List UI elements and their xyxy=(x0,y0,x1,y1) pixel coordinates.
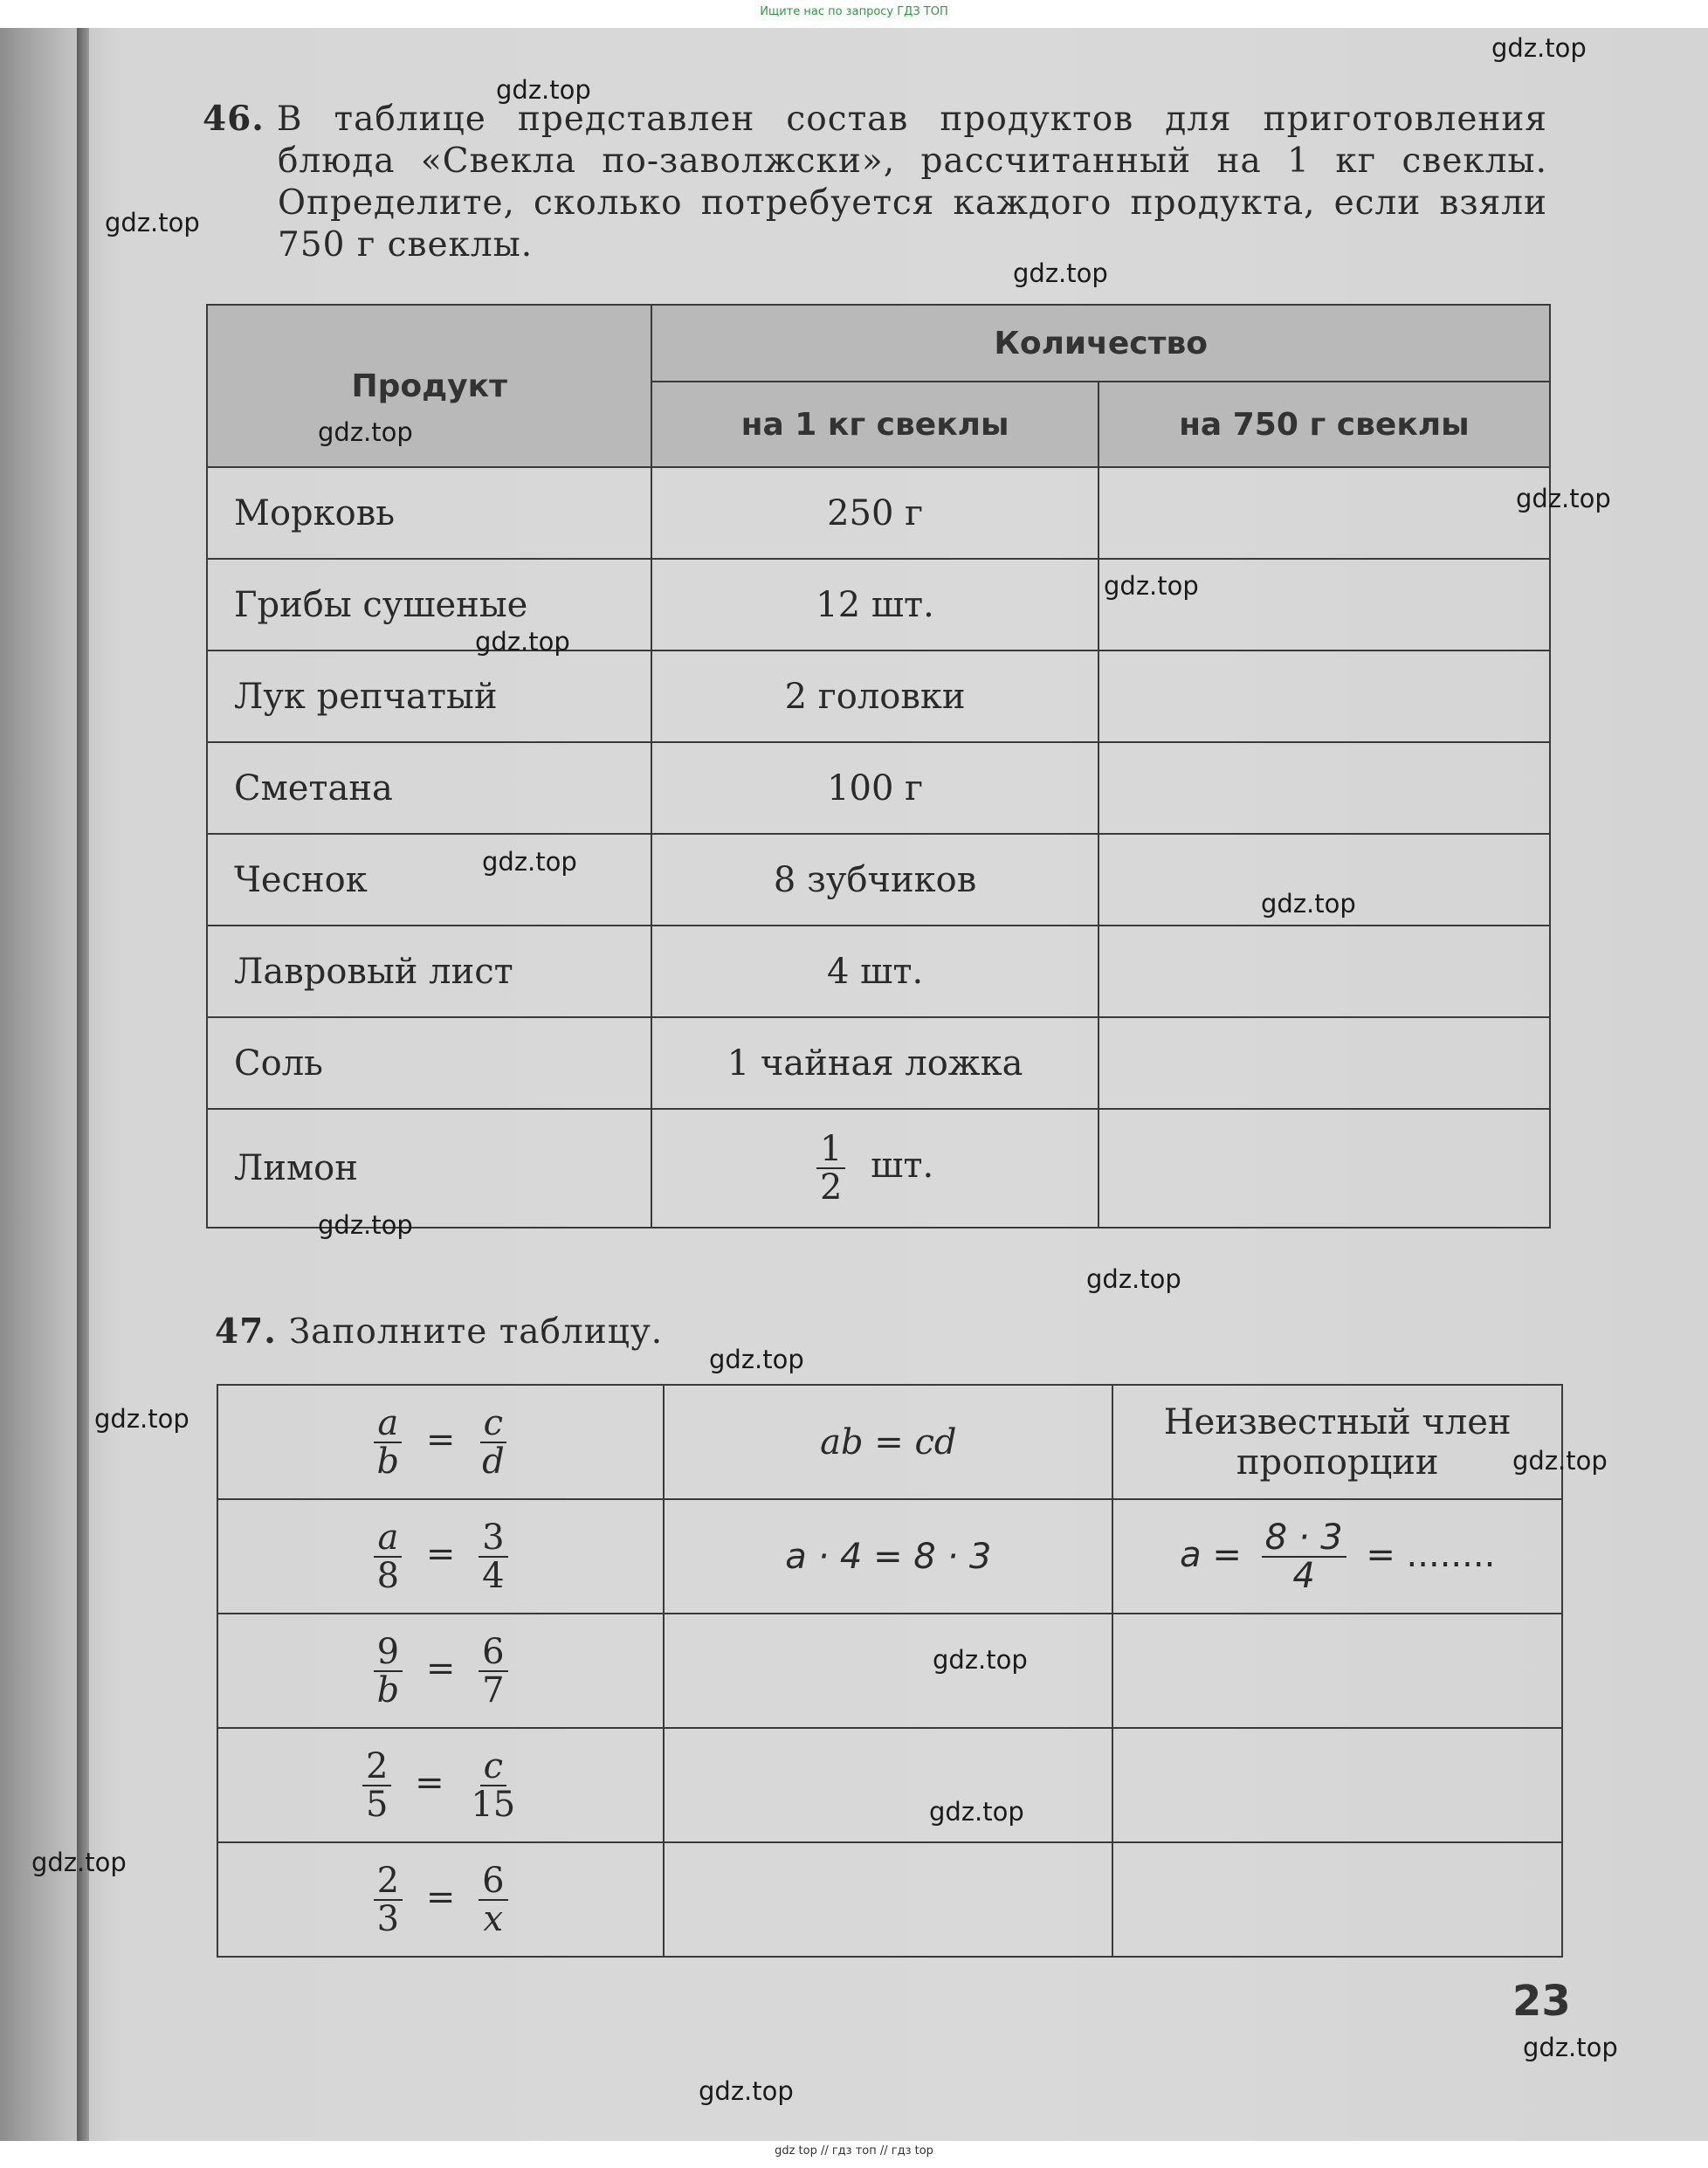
product-name: Сметана xyxy=(207,742,651,834)
product-name: Чеснок xyxy=(207,834,651,926)
watermark-text: gdz.top xyxy=(1516,484,1611,513)
proportion-table xyxy=(217,1384,1563,1958)
answer-cell[interactable] xyxy=(664,1728,1112,1842)
table-row xyxy=(217,1385,1562,1499)
task-47-number: 47. xyxy=(215,1311,277,1352)
product-formula: ab = cd xyxy=(664,1385,1112,1499)
watermark-text: gdz.top xyxy=(482,847,577,877)
example-product: a · 4 = 8 · 3 xyxy=(664,1499,1112,1614)
answer-cell[interactable] xyxy=(664,1614,1112,1728)
watermark-text: gdz.top xyxy=(699,2076,794,2106)
quantity-per-kg: 12 шт. xyxy=(651,559,1098,650)
answer-cell[interactable] xyxy=(1098,1109,1550,1228)
header-per-kg: на 1 кг свеклы xyxy=(651,382,1098,467)
watermark-text: gdz.top xyxy=(1013,258,1108,288)
proportion: $\frac{2}{3}$ = $\frac{6}{x}$ xyxy=(217,1842,664,1957)
table-row xyxy=(217,1728,1562,1842)
watermark-text: gdz.top xyxy=(1512,1446,1608,1476)
header-quantity: Количество xyxy=(651,305,1550,382)
watermark-text: gdz.top xyxy=(318,1210,413,1240)
watermark-text: gdz.top xyxy=(496,75,591,105)
fraction: $\frac{1}{2}$ xyxy=(816,1131,845,1206)
watermark-text: gdz.top xyxy=(94,1404,189,1434)
table-row xyxy=(207,926,1550,1017)
answer-cell[interactable] xyxy=(664,1842,1112,1957)
header-per-750: на 750 г свеклы xyxy=(1098,382,1550,467)
answer-cell[interactable] xyxy=(1112,1842,1562,1957)
watermark-text: gdz.top xyxy=(475,627,570,657)
example-unknown: a = $\frac{8 \cdot 3}{4}$ = ........ xyxy=(1112,1499,1562,1614)
table-row xyxy=(207,467,1550,559)
table-row xyxy=(207,650,1550,742)
product-name: Лимон xyxy=(207,1109,651,1228)
watermark-text: gdz.top xyxy=(1523,2033,1618,2062)
watermark-text: gdz.top xyxy=(105,208,200,237)
quantity-per-kg: $\frac{1}{2}$ шт. xyxy=(651,1109,1098,1228)
book-spine xyxy=(77,28,89,2141)
product-name: Лук репчатый xyxy=(207,650,651,742)
product-name: Соль xyxy=(207,1017,651,1109)
quantity-per-kg: 8 зубчиков xyxy=(651,834,1098,926)
quantity-per-kg: 250 г xyxy=(651,467,1098,559)
answer-cell[interactable] xyxy=(1098,650,1550,742)
watermark-text: gdz.top xyxy=(1491,33,1587,63)
product-name: Грибы сушеные xyxy=(207,559,651,650)
watermark-text: gdz.top xyxy=(31,1848,127,1877)
unknown-term-header: Неизвестный член пропорции xyxy=(1112,1385,1562,1499)
watermark-text: gdz.top xyxy=(1104,571,1199,601)
quantity-per-kg: 100 г xyxy=(651,742,1098,834)
proportion-formula: $\frac{a}{b}$ = $\frac{c}{d}$ xyxy=(217,1385,664,1499)
table-row xyxy=(217,1499,1562,1614)
task-46-text xyxy=(203,98,1547,266)
table-row xyxy=(217,1614,1562,1728)
answer-cell[interactable] xyxy=(1098,1017,1550,1109)
task-47-title: 47. Заполните таблицу. xyxy=(215,1311,664,1352)
quantity-per-kg: 4 шт. xyxy=(651,926,1098,1017)
header-product: Продукт xyxy=(207,305,651,467)
watermark-text: gdz.top xyxy=(318,417,413,447)
bottom-banner[interactable]: gdz top // гдз топ // гдз top xyxy=(775,2144,933,2158)
proportion: $\frac{a}{8}$ = $\frac{3}{4}$ xyxy=(217,1499,664,1614)
page-number: 23 xyxy=(1512,1977,1571,2026)
table-row xyxy=(217,1842,1562,1957)
quantity-per-kg: 1 чайная ложка xyxy=(651,1017,1098,1109)
task-46-body: В таблице представлен состав продуктов для приготовления блюда «Свекла по-заволжски», рассчитанный на 1 кг свеклы. Определите, сколько потребуется каждого продукта, если взяли 750 г свеклы. xyxy=(276,100,1547,265)
answer-cell[interactable] xyxy=(1112,1728,1562,1842)
answer-cell[interactable] xyxy=(1112,1614,1562,1728)
watermark-text: gdz.top xyxy=(1261,889,1356,919)
top-banner[interactable]: Ищите нас по запросу ГДЗ ТОП xyxy=(760,5,948,18)
table-row xyxy=(207,742,1550,834)
proportion: $\frac{2}{5}$ = $\frac{c}{15}$ xyxy=(217,1728,664,1842)
answer-cell[interactable] xyxy=(1098,926,1550,1017)
watermark-text: gdz.top xyxy=(933,1645,1028,1675)
proportion: $\frac{9}{b}$ = $\frac{6}{7}$ xyxy=(217,1614,664,1728)
watermark-text: gdz.top xyxy=(1086,1264,1181,1294)
watermark-text: gdz.top xyxy=(709,1345,804,1374)
answer-cell[interactable] xyxy=(1098,467,1550,559)
quantity-per-kg: 2 головки xyxy=(651,650,1098,742)
task-46-number: 46. xyxy=(203,99,265,139)
product-name: Лавровый лист xyxy=(207,926,651,1017)
product-name: Морковь xyxy=(207,467,651,559)
table-row xyxy=(207,559,1550,650)
answer-cell[interactable] xyxy=(1098,742,1550,834)
table-row xyxy=(207,1017,1550,1109)
watermark-text: gdz.top xyxy=(929,1797,1024,1827)
